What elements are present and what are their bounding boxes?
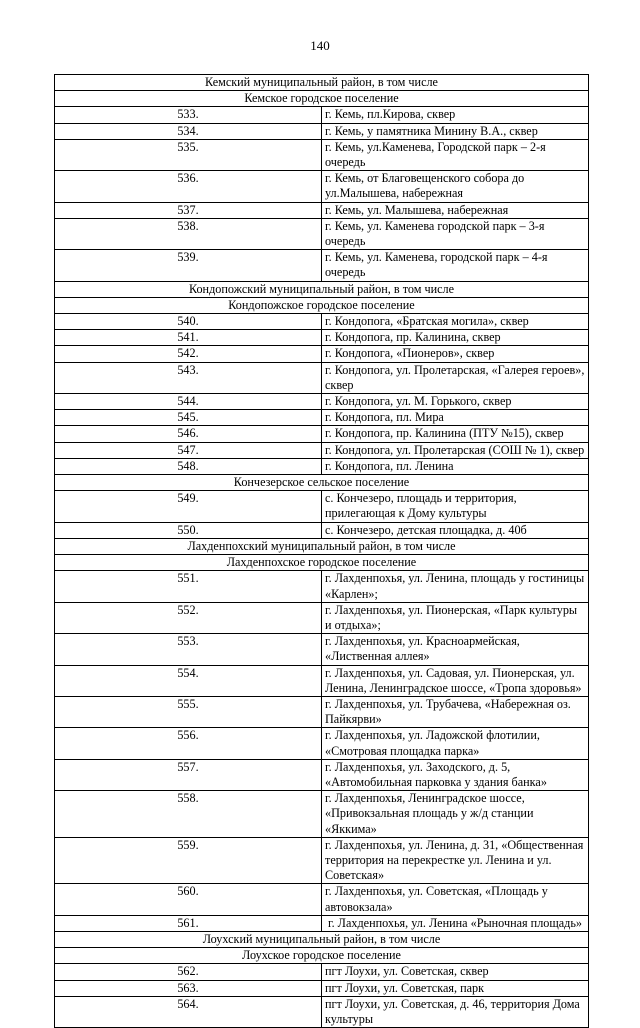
table-row — [55, 665, 589, 696]
location-description: г. Кондопога, ул. М. Горького, сквер — [322, 394, 589, 410]
location-description: г. Лахденпохья, ул. Ленина, д. 31, «Общественная территория на перекрестке ул. Ленина и ул. Советская» — [322, 837, 589, 884]
table-row — [55, 728, 589, 759]
section-header-row — [55, 538, 589, 554]
row-number: 552. — [55, 602, 322, 633]
row-number: 535. — [55, 139, 322, 170]
section-header: Кондопожский муниципальный район, в том числе — [55, 281, 589, 297]
location-description: г. Лахденпохья, ул. Садовая, ул. Пионерская, ул. Ленина, Ленинградское шоссе, «Тропа здоровья» — [322, 665, 589, 696]
row-number: 561. — [55, 915, 322, 931]
table-row — [55, 634, 589, 665]
row-number: 560. — [55, 884, 322, 915]
row-number: 554. — [55, 665, 322, 696]
location-description: г. Лахденпохья, ул. Ленина, площадь у гостиницы «Карлен»; — [322, 571, 589, 602]
row-number: 548. — [55, 458, 322, 474]
section-header-row — [55, 931, 589, 947]
table-row — [55, 218, 589, 249]
location-description: г. Кемь, у памятника Минину В.А., сквер — [322, 123, 589, 139]
table-row — [55, 491, 589, 522]
table-row — [55, 696, 589, 727]
row-number: 538. — [55, 218, 322, 249]
section-header: Лоухское городское поселение — [55, 948, 589, 964]
page-number: 140 — [310, 38, 330, 53]
row-number: 551. — [55, 571, 322, 602]
table-row — [55, 442, 589, 458]
row-number: 553. — [55, 634, 322, 665]
row-number: 540. — [55, 314, 322, 330]
table-row — [55, 346, 589, 362]
location-description: с. Кончезеро, площадь и территория, прилегающая к Дому культуры — [322, 491, 589, 522]
section-header-row — [55, 281, 589, 297]
table-row — [55, 123, 589, 139]
location-description: г. Кемь, ул. Каменева, городской парк – 4-я очередь — [322, 250, 589, 281]
table-row — [55, 996, 589, 1027]
row-number: 563. — [55, 980, 322, 996]
section-header: Кончезерское сельское поселение — [55, 475, 589, 491]
location-description: г. Кемь, пл.Кирова, сквер — [322, 107, 589, 123]
table-row — [55, 410, 589, 426]
location-description: г. Кондопога, «Братская могила», сквер — [322, 314, 589, 330]
table-row — [55, 330, 589, 346]
row-number: 544. — [55, 394, 322, 410]
location-description: г. Лахденпохья, Ленинградское шоссе, «Привокзальная площадь у ж/д станции «Яккима» — [322, 791, 589, 838]
location-description: г. Лахденпохья, ул. Трубачева, «Набережная оз. Пайкярви» — [322, 696, 589, 727]
row-number: 559. — [55, 837, 322, 884]
row-number: 546. — [55, 426, 322, 442]
table-row — [55, 837, 589, 884]
location-description: г. Кондопога, ул. Пролетарская, «Галерея героев», сквер — [322, 362, 589, 393]
location-description: г. Лахденпохья, ул. Заходского, д. 5, «Автомобильная парковка у здания банка» — [322, 759, 589, 790]
location-description: г. Лахденпохья, ул. Красноармейская, «Лиственная аллея» — [322, 634, 589, 665]
location-description: г. Лахденпохья, ул. Пионерская, «Парк культуры и отдыха»; — [322, 602, 589, 633]
section-header-row — [55, 297, 589, 313]
location-description: г. Кондопога, пр. Калинина (ПТУ №15), сквер — [322, 426, 589, 442]
location-description: г. Кемь, ул. Каменева городской парк – 3-я очередь — [322, 218, 589, 249]
territory-registry-table — [54, 74, 589, 1028]
row-number: 533. — [55, 107, 322, 123]
location-description: г. Лахденпохья, ул. Ладожской флотилии, «Смотровая площадка парка» — [322, 728, 589, 759]
location-description: пгт Лоухи, ул. Советская, парк — [322, 980, 589, 996]
table-row — [55, 107, 589, 123]
table-row — [55, 202, 589, 218]
location-description: г. Кондопога, пр. Калинина, сквер — [322, 330, 589, 346]
table-row — [55, 964, 589, 980]
row-number: 557. — [55, 759, 322, 790]
table-row — [55, 314, 589, 330]
row-number: 564. — [55, 996, 322, 1027]
table-row — [55, 759, 589, 790]
location-description: г. Кондопога, пл. Ленина — [322, 458, 589, 474]
section-header: Кемское городское поселение — [55, 91, 589, 107]
section-header-row — [55, 555, 589, 571]
table-row — [55, 522, 589, 538]
table-row — [55, 171, 589, 202]
section-header: Лахденпохский муниципальный район, в том числе — [55, 538, 589, 554]
table-row — [55, 884, 589, 915]
table-row — [55, 980, 589, 996]
location-description: г. Кемь, ул.Каменева, Городской парк – 2-я очередь — [322, 139, 589, 170]
table-row — [55, 394, 589, 410]
row-number: 549. — [55, 491, 322, 522]
table-row — [55, 139, 589, 170]
table-row — [55, 458, 589, 474]
table-row — [55, 362, 589, 393]
row-number: 558. — [55, 791, 322, 838]
section-header-row — [55, 75, 589, 91]
row-number: 545. — [55, 410, 322, 426]
table-row — [55, 571, 589, 602]
row-number: 534. — [55, 123, 322, 139]
table-row — [55, 915, 589, 931]
section-header: Лахденпохское городское поселение — [55, 555, 589, 571]
row-number: 541. — [55, 330, 322, 346]
row-number: 537. — [55, 202, 322, 218]
section-header: Кондопожское городское поселение — [55, 297, 589, 313]
location-description: с. Кончезеро, детская площадка, д. 40б — [322, 522, 589, 538]
row-number: 550. — [55, 522, 322, 538]
section-header: Лоухский муниципальный район, в том числе — [55, 931, 589, 947]
row-number: 543. — [55, 362, 322, 393]
section-header-row — [55, 91, 589, 107]
row-number: 556. — [55, 728, 322, 759]
location-description: пгт Лоухи, ул. Советская, сквер — [322, 964, 589, 980]
table-row — [55, 602, 589, 633]
table-row — [55, 791, 589, 838]
section-header-row — [55, 948, 589, 964]
table-row — [55, 426, 589, 442]
row-number: 562. — [55, 964, 322, 980]
location-description: пгт Лоухи, ул. Советская, д. 46, территория Дома культуры — [322, 996, 589, 1027]
location-description: г. Кондопога, «Пионеров», сквер — [322, 346, 589, 362]
location-description: г. Кондопога, пл. Мира — [322, 410, 589, 426]
row-number: 555. — [55, 696, 322, 727]
row-number: 536. — [55, 171, 322, 202]
location-description: г. Кемь, ул. Малышева, набережная — [322, 202, 589, 218]
location-description: г. Лахденпохья, ул. Советская, «Площадь у автовокзала» — [322, 884, 589, 915]
row-number: 547. — [55, 442, 322, 458]
location-description: г. Лахденпохья, ул. Ленина «Рыночная площадь» — [322, 915, 589, 931]
section-header-row — [55, 475, 589, 491]
row-number: 542. — [55, 346, 322, 362]
section-header: Кемский муниципальный район, в том числе — [55, 75, 589, 91]
row-number: 539. — [55, 250, 322, 281]
registry-body — [55, 75, 589, 1028]
table-row — [55, 250, 589, 281]
location-description: г. Кемь, от Благовещенского собора до ул.Малышева, набережная — [322, 171, 589, 202]
location-description: г. Кондопога, ул. Пролетарская (СОШ № 1), сквер — [322, 442, 589, 458]
